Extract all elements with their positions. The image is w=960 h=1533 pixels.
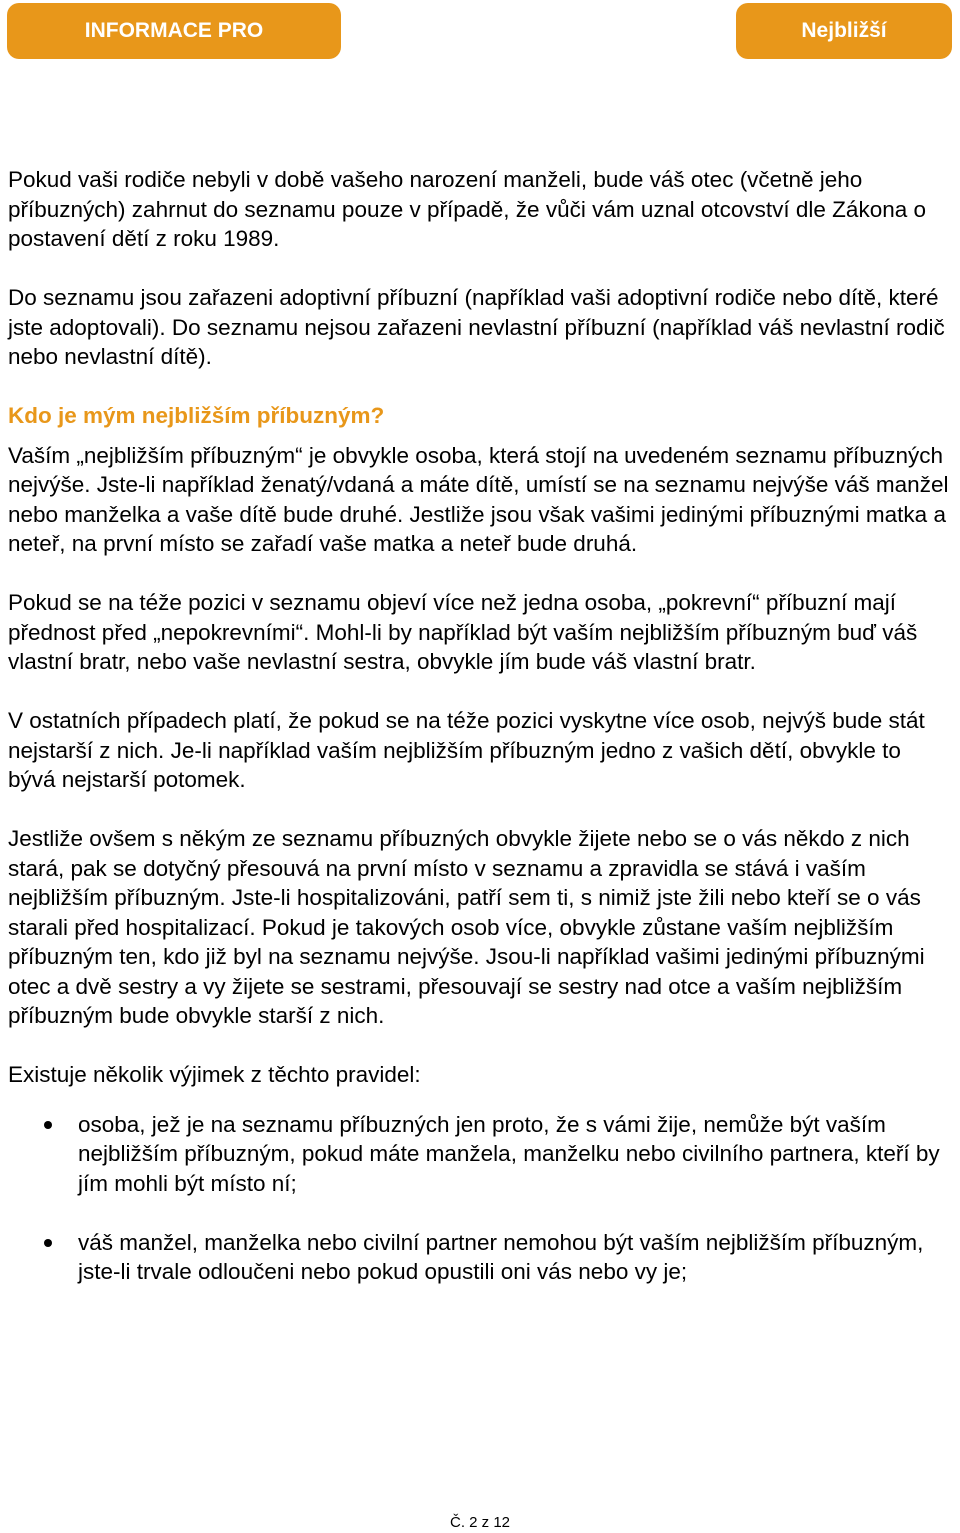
section-heading: Kdo je mým nejbližším příbuzným?	[8, 403, 385, 428]
paragraph: Jestliže ovšem s někým ze seznamu příbuzných obvykle žijete nebo se o vás někdo z nich stará, pak se dotyčný přesouvá na první místo v seznamu a zpravidla se stává i vaším nejbližším příbuzným. Jste-li hospitalizováni, patří sem ti, s nimiž jste žili nebo kteří se o vás starali před hospitalizací. Pokud je takových osob více, obvykle zůstane vaším nejbližším příbuzným ten, kdo již byl na seznamu nejvýše. Jsou-li například vašimi jedinými příbuznými otec a dvě sestry a vy žijete se sestrami, přesouvají se sestry nad otce a vaším nejbližším příbuzným bude obvykle starší z nich.	[8, 826, 925, 1028]
header-tab-label: Nejbližší	[801, 19, 887, 42]
paragraph: Do seznamu jsou zařazeni adoptivní příbuzní (například vaši adoptivní rodiče nebo dítě, které jste adoptovali). Do seznamu nejsou zařazeni nevlastní příbuzní (například váš nevlastní rodič nebo nevlastní dítě).	[8, 285, 945, 369]
paragraph: Vaším „nejbližším příbuzným“ je obvykle osoba, která stojí na uvedeném seznamu příbuzných nejvýše. Jste-li například ženatý/vdaná a máte dítě, umístí se na seznamu nejvýše váš manžel nebo manželka a vaše dítě bude druhé. Jestliže jsou však vašimi jedinými příbuznými matka a neteř, na první místo se zařadí vaše matka a neteř bude druhá.	[8, 442, 949, 556]
header-tab-informace-pro	[7, 3, 341, 59]
bullet-icon	[44, 1121, 52, 1129]
bullet-icon	[44, 1239, 52, 1247]
list-item	[8, 1228, 952, 1287]
page-number: Č. 2 z 12	[449, 1514, 511, 1531]
paragraph: Pokud vaši rodiče nebyli v době vašeho narození manželi, bude váš otec (včetně jeho příbuzných) zahrnut do seznamu pouze v případě, že vůči vám uznal otcovství dle Zákona o postavení dětí z roku 1989.	[8, 167, 926, 251]
list-item	[8, 1110, 952, 1199]
paragraph: Pokud se na téže pozici v seznamu objeví více než jedna osoba, „pokrevní“ příbuzní mají přednost před „nepokrevními“. Mohl-li by například být vaším nejbližším příbuzným buď váš vlastní bratr, nebo vaše nevlastní sestra, obvykle jím bude váš vlastní bratr.	[8, 590, 918, 674]
list-item-text: váš manžel, manželka nebo civilní partner nemohou být vaším nejbližším příbuzným, jste-li trvale odloučeni nebo pokud opustili oni vás nebo vy je;	[78, 1229, 924, 1284]
header-tab-topic	[736, 3, 952, 59]
document-body	[8, 165, 952, 1316]
header-tab-label: INFORMACE PRO	[84, 19, 264, 42]
paragraph: V ostatních případech platí, že pokud se na téže pozici vyskytne více osob, nejvýš bude stát nejstarší z nich. Je-li například vaším nejbližším příbuzným jedno z vašich dětí, obvykle to bývá nejstarší potomek.	[8, 708, 925, 792]
paragraph: Existuje několik výjimek z těchto pravidel:	[8, 1062, 421, 1087]
exceptions-list	[8, 1110, 952, 1287]
list-item-text: osoba, jež je na seznamu příbuzných jen proto, že s vámi žije, nemůže být vaším nejbližším příbuzným, pokud máte manžela, manželku nebo civilního partnera, kteří by jím mohli být místo ní;	[78, 1111, 940, 1196]
